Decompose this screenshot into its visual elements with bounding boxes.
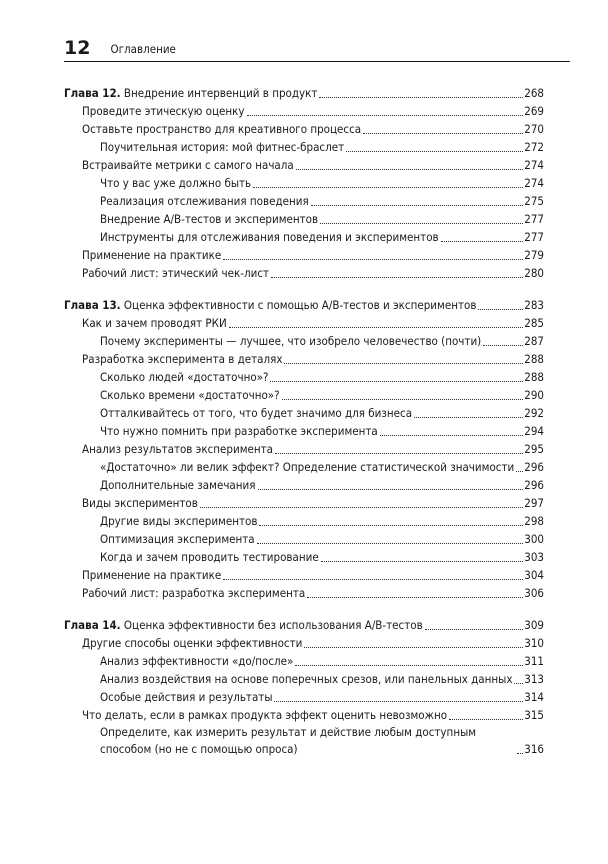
toc-entry[interactable] xyxy=(64,102,544,120)
entry-title: Определите, как измерить результат и действие любым доступным способом (но не с помощью опроса) xyxy=(100,725,477,756)
dot-leader xyxy=(346,151,523,152)
page-ref: 280 xyxy=(524,266,544,280)
table-of-contents xyxy=(64,84,544,772)
chapter-label: Глава 12. xyxy=(64,86,121,100)
dot-leader xyxy=(380,435,523,436)
dot-leader xyxy=(478,309,523,310)
chapter-label: Глава 14. xyxy=(64,618,121,632)
entry-title: Особые действия и результаты xyxy=(100,690,273,704)
toc-entry[interactable] xyxy=(64,138,544,156)
dot-leader xyxy=(200,507,523,508)
entry-title: Реализация отслеживания поведения xyxy=(100,194,309,208)
entry-title: Анализ результатов эксперимента xyxy=(82,442,274,456)
page-ref: 304 xyxy=(524,568,544,582)
chapter-title: Глава 12. Внедрение интервенций в продукт xyxy=(64,86,318,100)
toc-entry[interactable] xyxy=(64,120,544,138)
toc-entry[interactable] xyxy=(64,404,544,422)
toc-entry[interactable] xyxy=(64,652,544,670)
toc-entry[interactable] xyxy=(64,210,544,228)
entry-title: Поучительная история: мой фитнес-браслет xyxy=(100,140,345,154)
dot-leader xyxy=(259,525,523,526)
toc-chapter xyxy=(64,84,544,282)
page-ref: 275 xyxy=(524,194,544,208)
toc-entry[interactable] xyxy=(64,332,544,350)
dot-leader xyxy=(275,453,523,454)
entry-title: Оптимизация эксперимента xyxy=(100,532,255,546)
toc-entry[interactable] xyxy=(64,706,544,724)
toc-entry[interactable] xyxy=(64,386,544,404)
page-ref: 292 xyxy=(524,406,544,420)
dot-leader xyxy=(311,205,524,206)
page-ref: 314 xyxy=(524,690,544,704)
toc-chapter-entry[interactable] xyxy=(64,616,544,634)
dot-leader xyxy=(425,629,524,630)
page-ref: 274 xyxy=(524,158,544,172)
toc-entry[interactable] xyxy=(64,422,544,440)
page-ref: 290 xyxy=(524,388,544,402)
toc-entry[interactable] xyxy=(64,530,544,548)
page-ref: 277 xyxy=(524,212,544,226)
page-ref: 296 xyxy=(524,478,544,492)
dot-leader xyxy=(295,665,523,666)
toc-entry[interactable] xyxy=(64,368,544,386)
entry-title: Анализ эффективности «до/после» xyxy=(100,654,294,668)
dot-leader xyxy=(257,543,524,544)
toc-entry[interactable] xyxy=(64,228,544,246)
entry-title: Разработка эксперимента в деталях xyxy=(82,352,283,366)
toc-entry[interactable] xyxy=(64,174,544,192)
page-ref: 297 xyxy=(524,496,544,510)
dot-leader xyxy=(223,579,523,580)
dot-leader xyxy=(414,417,523,418)
entry-title: Проведите этическую оценку xyxy=(82,104,245,118)
dot-leader xyxy=(282,399,524,400)
page-ref: 306 xyxy=(524,586,544,600)
toc-entry[interactable] xyxy=(64,566,544,584)
entry-title: Как и зачем проводят РКИ xyxy=(82,316,227,330)
dot-leader xyxy=(271,277,523,278)
toc-entry[interactable] xyxy=(64,476,544,494)
toc-entry[interactable] xyxy=(64,688,544,706)
entry-title: Применение на практике xyxy=(82,568,222,582)
toc-entry[interactable] xyxy=(64,264,544,282)
entry-title: Отталкивайтесь от того, что будет значимо для бизнеса xyxy=(100,406,413,420)
entry-title: Что делать, если в рамках продукта эффект оценить невозможно xyxy=(82,708,448,722)
toc-entry[interactable] xyxy=(64,724,544,758)
chapter-label: Глава 13. xyxy=(64,298,121,312)
toc-entry[interactable] xyxy=(64,512,544,530)
dot-leader xyxy=(319,97,523,98)
dot-leader xyxy=(514,683,523,684)
toc-entry[interactable] xyxy=(64,634,544,652)
page-ref: 287 xyxy=(524,334,544,348)
dot-leader xyxy=(274,701,523,702)
dot-leader xyxy=(307,597,523,598)
entry-title: Рабочий лист: этический чек-лист xyxy=(82,266,270,280)
entry-title: Что нужно помнить при разработке эксперимента xyxy=(100,424,378,438)
entry-title: Инструменты для отслеживания поведения и экспериментов xyxy=(100,230,439,244)
dot-leader xyxy=(253,187,523,188)
dot-leader xyxy=(449,719,523,720)
page-ref: 309 xyxy=(524,618,544,632)
page-ref: 296 xyxy=(524,460,544,474)
toc-entry[interactable] xyxy=(64,156,544,174)
entry-title: Почему эксперименты — лучшее, что изобрело человечество (почти) xyxy=(100,334,482,348)
running-title: Оглавление xyxy=(110,42,176,56)
entry-title: Когда и зачем проводить тестирование xyxy=(100,550,319,564)
entry-title: Виды экспериментов xyxy=(82,496,198,510)
toc-entry[interactable] xyxy=(64,548,544,566)
entry-title: Что у вас уже должно быть xyxy=(100,176,252,190)
entry-title: Другие виды экспериментов xyxy=(100,514,258,528)
page-ref: 268 xyxy=(524,86,544,100)
toc-chapter-entry[interactable] xyxy=(64,84,544,102)
entry-title: Другие способы оценки эффективности xyxy=(82,636,303,650)
toc-entry[interactable] xyxy=(64,440,544,458)
page-ref: 310 xyxy=(524,636,544,650)
toc-entry[interactable] xyxy=(64,314,544,332)
entry-title: Применение на практике xyxy=(82,248,222,262)
page-ref: 277 xyxy=(524,230,544,244)
page-ref: 298 xyxy=(524,514,544,528)
chapter-title: Глава 13. Оценка эффективности с помощью A/B-тестов и экспериментов xyxy=(64,298,477,312)
page-ref: 279 xyxy=(524,248,544,262)
entry-title: Сколько людей «достаточно»? xyxy=(100,370,269,384)
page-ref: 313 xyxy=(524,672,544,686)
dot-leader xyxy=(223,259,523,260)
entry-title: Сколько времени «достаточно»? xyxy=(100,388,280,402)
dot-leader xyxy=(229,327,524,328)
dot-leader xyxy=(270,381,523,382)
entry-title: Внедрение A/B-тестов и экспериментов xyxy=(100,212,319,226)
chapter-title: Глава 14. Оценка эффективности без использования A/B-тестов xyxy=(64,618,423,632)
toc-chapter-entry[interactable] xyxy=(64,296,544,314)
entry-title: Рабочий лист: разработка эксперимента xyxy=(82,586,306,600)
page-ref: 274 xyxy=(524,176,544,190)
dot-leader xyxy=(296,169,524,170)
page-ref: 283 xyxy=(524,298,544,312)
page-ref: 285 xyxy=(524,316,544,330)
dot-leader xyxy=(247,115,524,116)
page-ref: 316 xyxy=(524,742,544,756)
dot-leader xyxy=(516,471,523,472)
page-ref: 288 xyxy=(524,352,544,366)
entry-title: Анализ воздействия на основе поперечных срезов, или панельных данных xyxy=(100,672,513,686)
page-ref: 272 xyxy=(524,140,544,154)
toc-entry[interactable] xyxy=(64,670,544,688)
dot-leader xyxy=(320,223,523,224)
dot-leader xyxy=(321,561,524,562)
dot-leader xyxy=(441,241,524,242)
entry-title: «Достаточно» ли велик эффект? Определение статистической значимости xyxy=(100,460,515,474)
entry-title: Дополнительные замечания xyxy=(100,478,256,492)
toc-chapter xyxy=(64,296,544,602)
page-ref: 294 xyxy=(524,424,544,438)
toc-chapter xyxy=(64,616,544,758)
toc-entry[interactable] xyxy=(64,192,544,210)
page-number: 12 xyxy=(64,37,91,59)
dot-leader xyxy=(258,489,524,490)
dot-leader xyxy=(517,753,523,754)
toc-entry[interactable] xyxy=(64,458,544,476)
dot-leader xyxy=(304,647,523,648)
dot-leader xyxy=(483,345,523,346)
toc-entry[interactable] xyxy=(64,584,544,602)
dot-leader xyxy=(284,363,523,364)
page-ref: 295 xyxy=(524,442,544,456)
toc-entry[interactable] xyxy=(64,350,544,368)
entry-title: Оставьте пространство для креативного процесса xyxy=(82,122,362,136)
dot-leader xyxy=(363,133,523,134)
toc-entry[interactable] xyxy=(64,246,544,264)
page-header xyxy=(64,36,570,62)
page-ref: 311 xyxy=(524,654,544,668)
page-ref: 288 xyxy=(524,370,544,384)
page-ref: 269 xyxy=(524,104,544,118)
page-ref: 315 xyxy=(524,708,544,722)
page-ref: 270 xyxy=(524,122,544,136)
page-ref: 303 xyxy=(524,550,544,564)
page-ref: 300 xyxy=(524,532,544,546)
entry-title: Встраивайте метрики с самого начала xyxy=(82,158,294,172)
toc-entry[interactable] xyxy=(64,494,544,512)
